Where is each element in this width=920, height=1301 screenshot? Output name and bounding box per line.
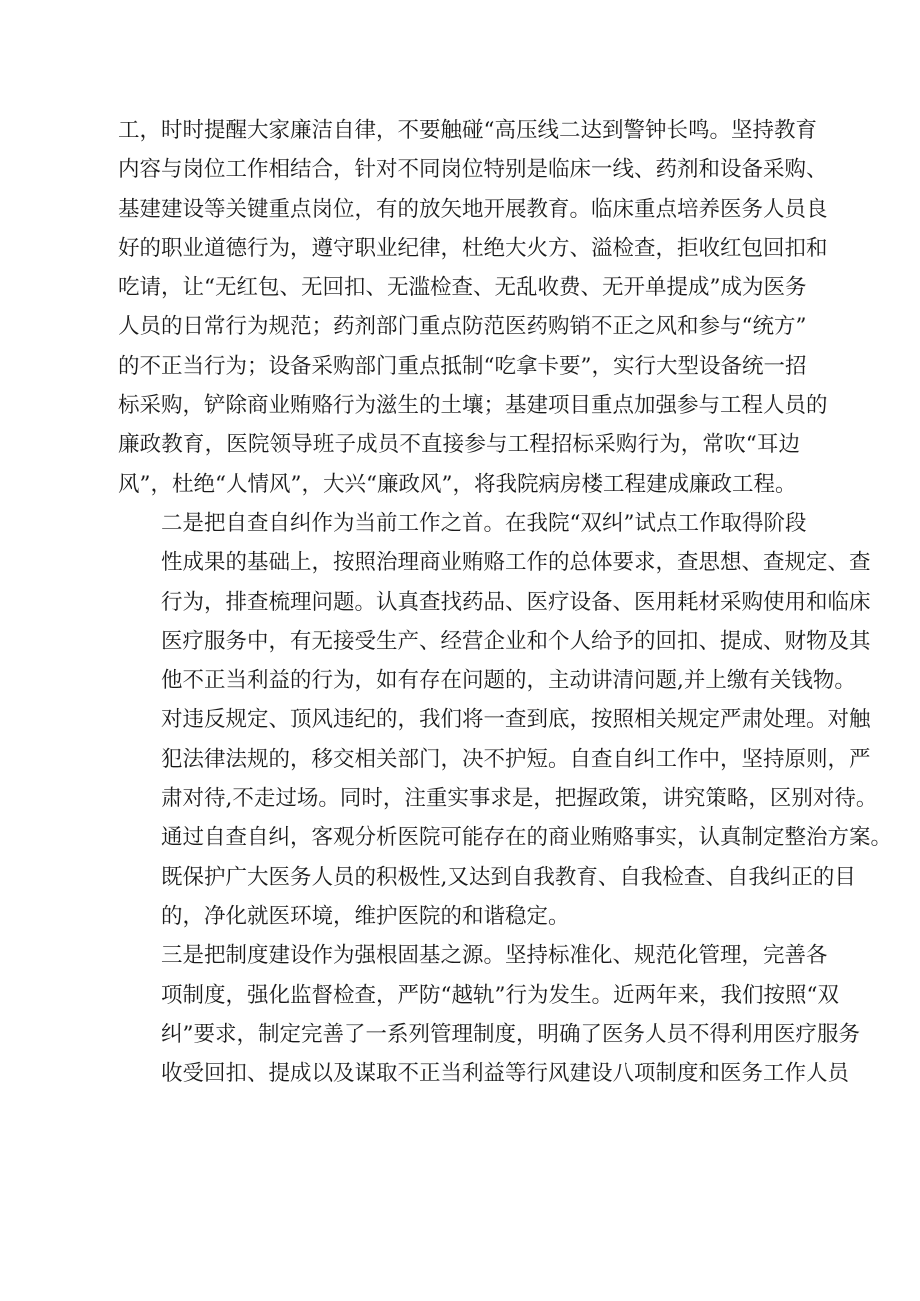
text-line: 三是把制度建设作为强根固基之源。坚持标准化、规范化管理，完善各 xyxy=(161,943,828,969)
text-line: 的不正当行为；设备采购部门重点抵制“吃拿卡要”，实行大型设备统一招 xyxy=(118,353,807,379)
text-line: 内容与岗位工作相结合，针对不同岗位特别是临床一线、药剂和设备采购、 xyxy=(118,157,828,183)
text-line: 项制度，强化监督检查，严防“越轨”行为发生。近两年来，我们按照“双 xyxy=(161,982,839,1008)
text-line: 好的职业道德行为，遵守职业纪律，杜绝大火方、溢检查，拒收红包回扣和 xyxy=(118,235,828,261)
text-line: 基建建设等关键重点岗位，有的放矢地开展教育。临床重点培养医务人员良 xyxy=(118,196,828,222)
text-line: 肃对待,不走过场。同时，注重实事求是，把握政策，讲究策略，区别对待。 xyxy=(161,786,878,812)
paragraph-1 xyxy=(118,111,828,504)
text-line: 行为，排查梳理问题。认真查找药品、医疗设备、医用耗材采购使用和临床 xyxy=(161,589,871,615)
text-line: 工，时时提醒大家廉洁自律，不要触碰“高压线二达到警钟长鸣。坚持教育 xyxy=(118,118,817,143)
text-line: 人员的日常行为规范；药剂部门重点防范医药购销不正之风和参与“统方” xyxy=(118,314,807,340)
paragraph-2 xyxy=(118,504,893,936)
text-line: 他不正当利益的行为，如有存在问题的，主动讲清问题,并上缴有关钱物。 xyxy=(161,668,856,694)
text-line: 性成果的基础上，按照治理商业贿赂工作的总体要求，查思想、查规定、查 xyxy=(161,550,871,576)
text-line: 对违反规定、顶风违纪的，我们将一查到底，按照相关规定严肃处理。对触 xyxy=(161,707,871,733)
text-line: 通过自查自纠，客观分析医院可能存在的商业贿赂事实，认真制定整治方案。 xyxy=(161,825,893,851)
text-line: 标采购，铲除商业贿赂行为滋生的土壤；基建项目重点加强参与工程人员的 xyxy=(118,393,828,419)
text-line: 吃请，让“无红包、无回扣、无滥检查、无乱收费、无开单提成”成为医务 xyxy=(118,275,807,301)
text-line: 收受回扣、提成以及谋取不正当利益等行风建设八项制度和医务工作人员 xyxy=(161,1061,850,1087)
document-body xyxy=(118,111,893,1093)
text-line: 犯法律法规的，移交相关部门，决不护短。自查自纠工作中，坚持原则，严 xyxy=(161,746,871,772)
text-line: 的，净化就医环境，维护医院的和谐稳定。 xyxy=(161,903,570,929)
text-line: 廉政教育，医院领导班子成员不直接参与工程招标采购行为，常吹“耳边 xyxy=(118,432,800,458)
text-line: 纠”要求，制定完善了一系列管理制度，明确了医务人员不得利用医疗服务 xyxy=(161,1021,860,1047)
text-line: 既保护广大医务人员的积极性,又达到自我教育、自我检查、自我纠正的目 xyxy=(161,864,856,890)
text-line: 风”，杜绝“人情风”，大兴“廉政风”，将我院病房楼工程建成廉政工程。 xyxy=(118,471,797,497)
text-line: 医疗服务中，有无接受生产、经营企业和个人给予的回扣、提成、财物及其 xyxy=(161,628,871,654)
text-line: 二是把自查自纠作为当前工作之首。在我院“双纠”试点工作取得阶段 xyxy=(161,510,807,536)
paragraph-3 xyxy=(118,936,860,1093)
